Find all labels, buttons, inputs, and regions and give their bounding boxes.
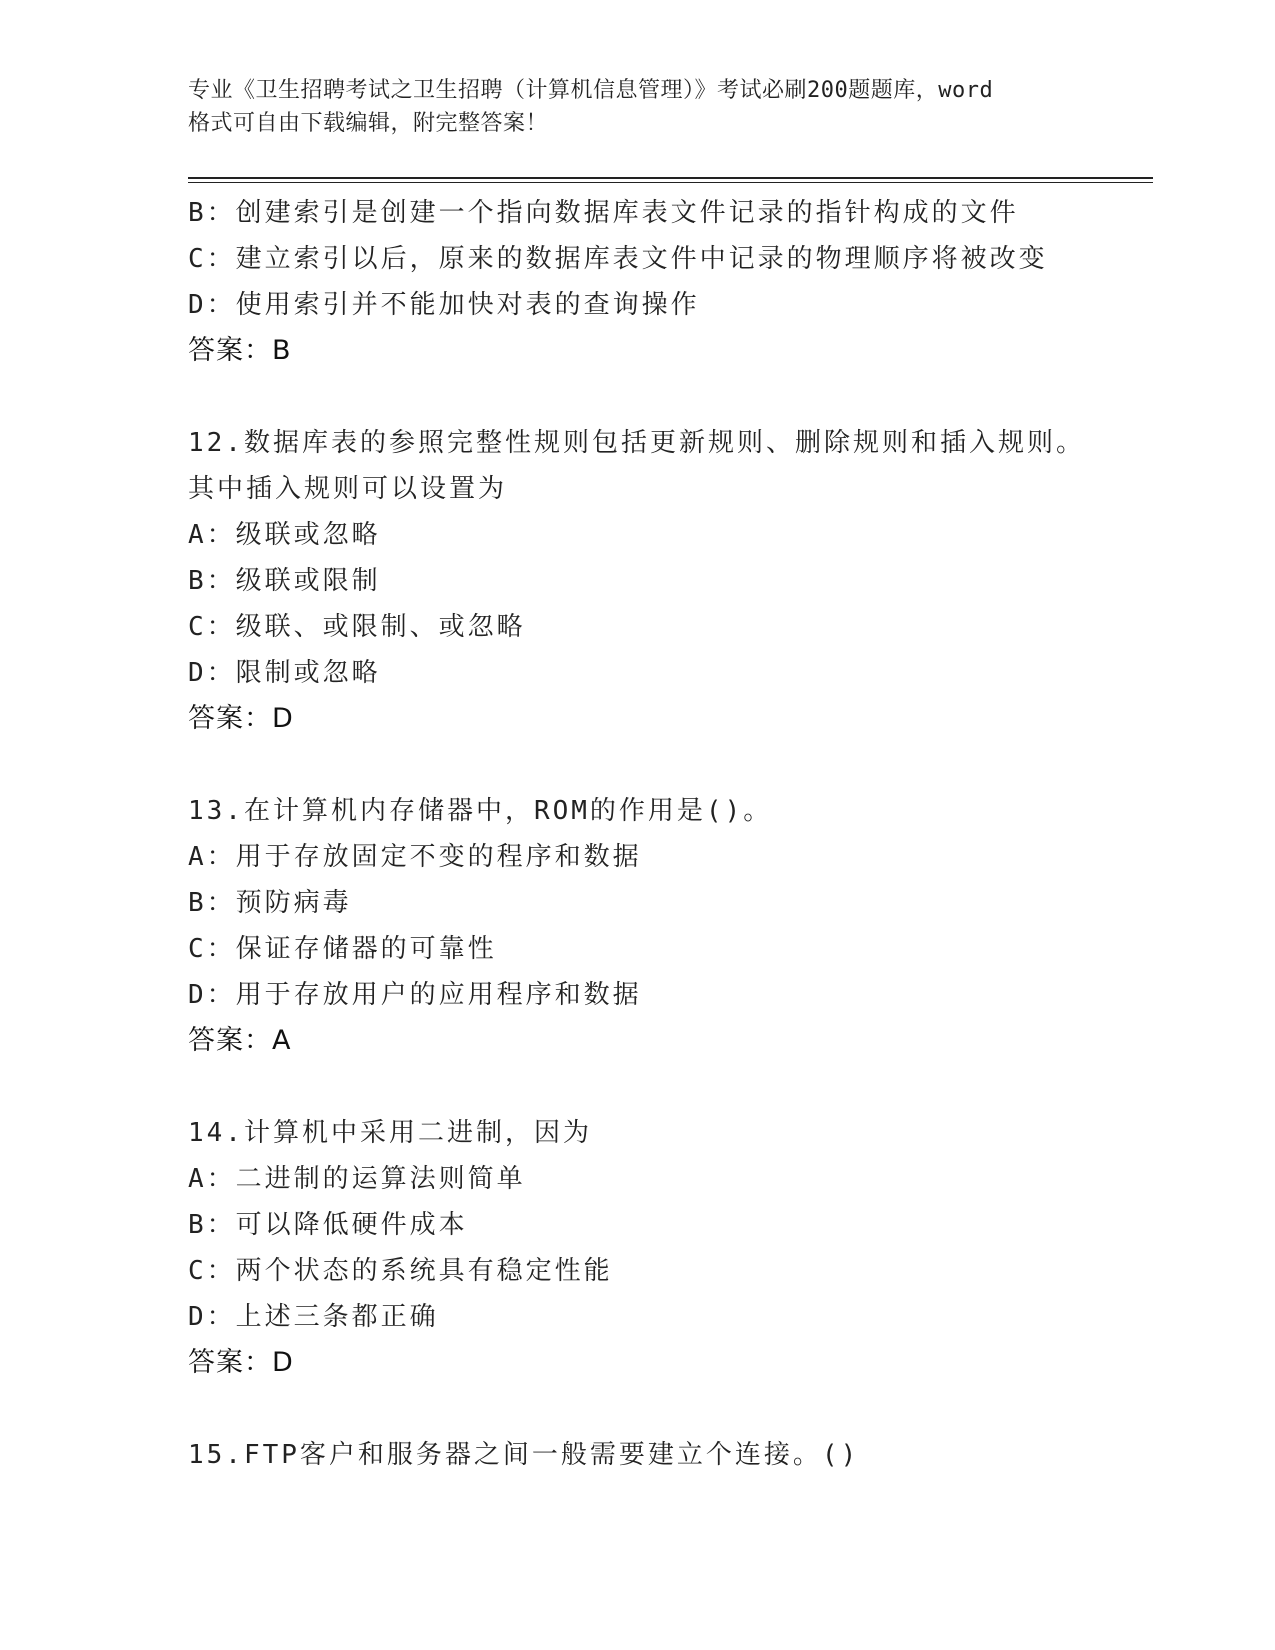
option-d: D：限制或忽略 bbox=[188, 658, 381, 688]
answer: 答案：A bbox=[188, 1025, 292, 1056]
header-divider-thick bbox=[188, 177, 1153, 179]
question-stem: 13.在计算机内存储器中，ROM的作用是()。 bbox=[188, 796, 773, 826]
question-list bbox=[188, 190, 1148, 1478]
answer: 答案：D bbox=[188, 1347, 294, 1378]
question-stem: 12.数据库表的参照完整性规则包括更新规则、删除规则和插入规则。 bbox=[188, 428, 1085, 458]
header-line-1: 专业《卫生招聘考试之卫生招聘（计算机信息管理）》考试必刷200题题库，word bbox=[188, 78, 994, 103]
option-d: D：用于存放用户的应用程序和数据 bbox=[188, 980, 642, 1010]
question-15 bbox=[188, 1432, 1148, 1478]
option-a: A：级联或忽略 bbox=[188, 520, 381, 550]
header-line-2: 格式可自由下载编辑，附完整答案！ bbox=[188, 111, 549, 136]
question-13 bbox=[188, 788, 1148, 1064]
question-stem: 14.计算机中采用二进制，因为 bbox=[188, 1118, 592, 1148]
spacer bbox=[188, 374, 1148, 420]
answer: 答案：B bbox=[188, 335, 292, 366]
question-12 bbox=[188, 420, 1148, 742]
option-d: D：上述三条都正确 bbox=[188, 1302, 439, 1332]
option-c: C：保证存储器的可靠性 bbox=[188, 934, 497, 964]
spacer bbox=[188, 1064, 1148, 1110]
question-stem: 15.FTP客户和服务器之间一般需要建立个连接。() bbox=[188, 1440, 860, 1470]
option-a: A：用于存放固定不变的程序和数据 bbox=[188, 842, 642, 872]
question-14 bbox=[188, 1110, 1148, 1386]
spacer bbox=[188, 1386, 1148, 1432]
option-b: B：级联或限制 bbox=[188, 566, 381, 596]
option-c: C：建立索引以后，原来的数据库表文件中记录的物理顺序将被改变 bbox=[188, 244, 1048, 274]
answer: 答案：D bbox=[188, 703, 294, 734]
document-header bbox=[188, 74, 1088, 140]
question-stem-continued: 其中插入规则可以设置为 bbox=[188, 474, 508, 504]
option-c: C：两个状态的系统具有稳定性能 bbox=[188, 1256, 613, 1286]
header-divider-thin bbox=[188, 182, 1153, 183]
question-11 bbox=[188, 190, 1148, 374]
option-a: A：二进制的运算法则简单 bbox=[188, 1164, 526, 1194]
spacer bbox=[188, 742, 1148, 788]
option-b: B：创建索引是创建一个指向数据库表文件记录的指针构成的文件 bbox=[188, 198, 1019, 228]
option-b: B：预防病毒 bbox=[188, 888, 352, 918]
option-b: B：可以降低硬件成本 bbox=[188, 1210, 468, 1240]
option-c: C：级联、或限制、或忽略 bbox=[188, 612, 526, 642]
option-d: D：使用索引并不能加快对表的查询操作 bbox=[188, 290, 700, 320]
